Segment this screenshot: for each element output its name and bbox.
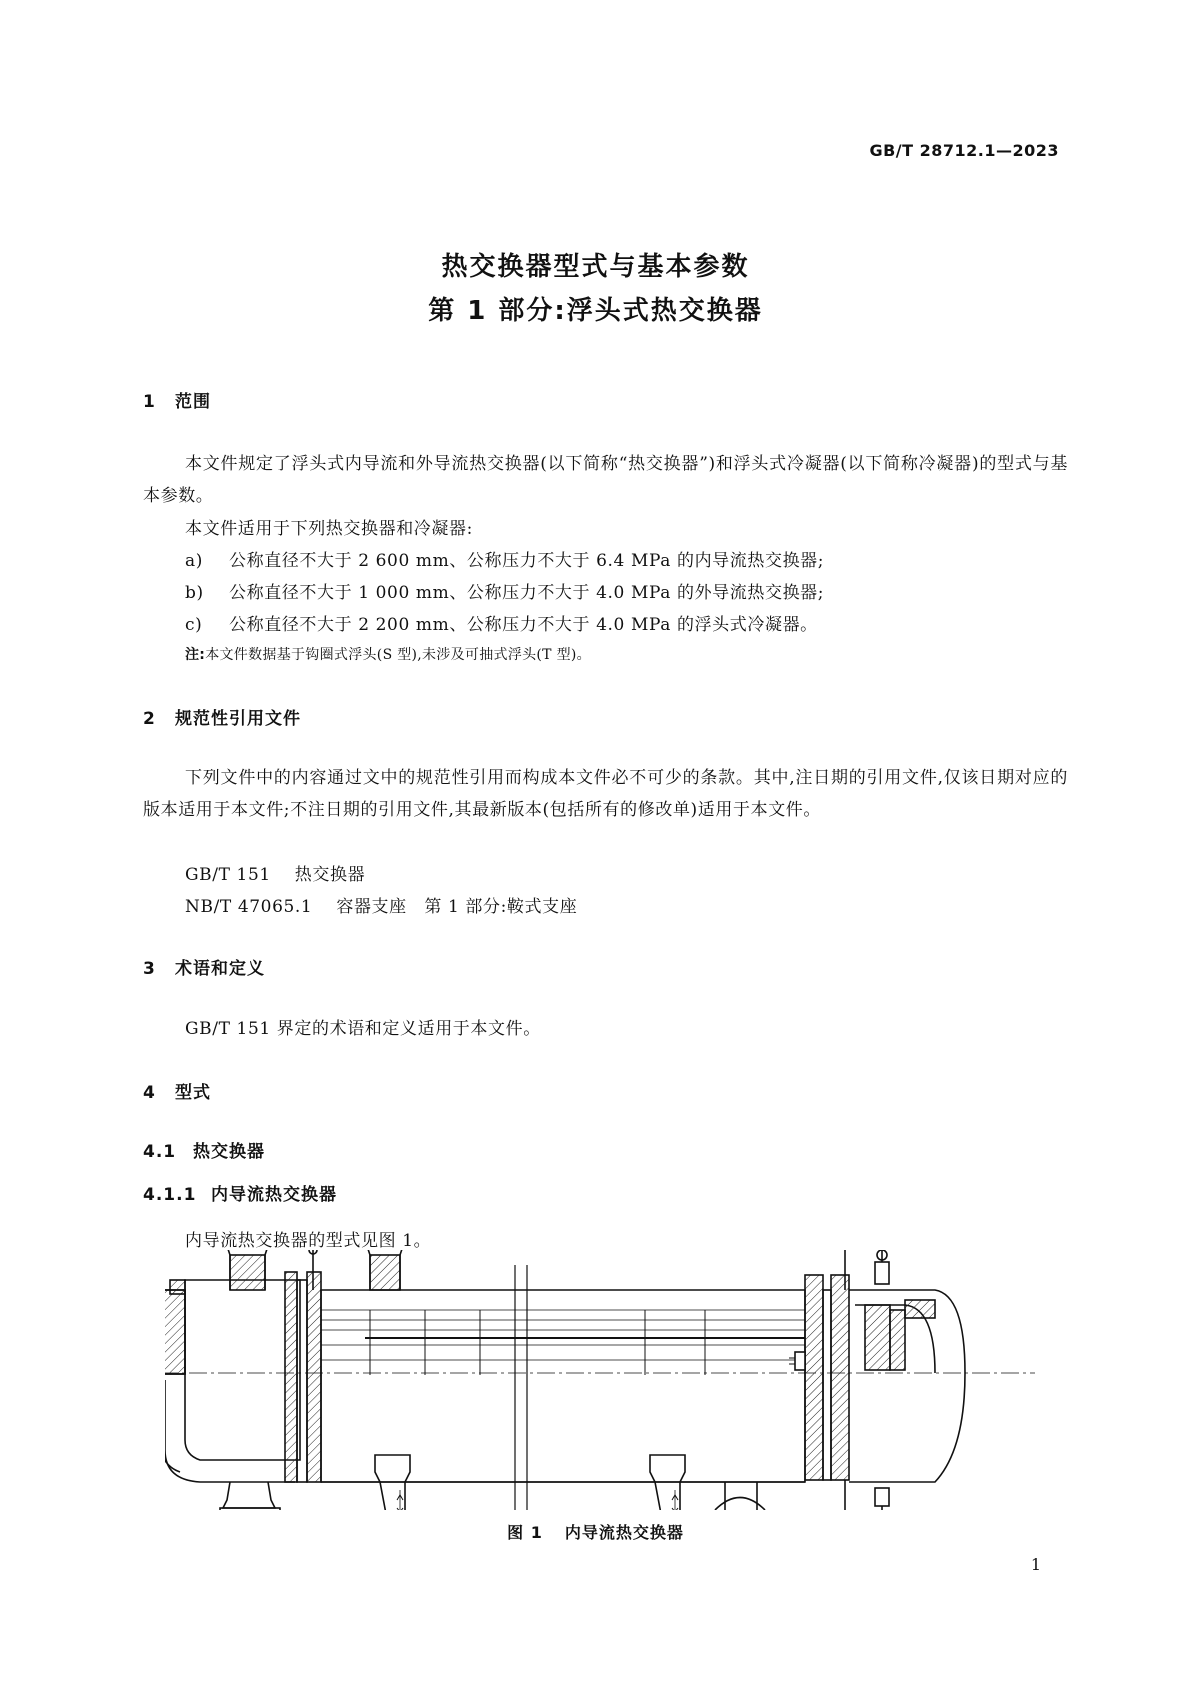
section-number: 4.1.1 xyxy=(143,1185,197,1205)
subsection-4-1-heading xyxy=(143,1137,265,1162)
section-title: 型式 xyxy=(175,1083,211,1103)
reference-item-2 xyxy=(185,892,577,917)
scope-note xyxy=(185,644,591,664)
scope-list-item-b xyxy=(185,578,824,603)
list-item-text: 公称直径不大于 2 200 mm、公称压力不大于 4.0 MPa 的浮头式冷凝器。 xyxy=(229,615,818,635)
section-number: 3 xyxy=(143,959,156,979)
section-3-heading xyxy=(143,954,265,979)
page-number: 1 xyxy=(1030,1555,1041,1574)
figure-title: 内导流热交换器 xyxy=(564,1523,684,1542)
section-number: 4 xyxy=(143,1083,156,1103)
scope-paragraph-2: 本文件适用于下列热交换器和冷凝器: xyxy=(185,519,473,539)
scope-list-item-c xyxy=(185,610,818,635)
section-2-heading xyxy=(143,704,301,729)
terms-paragraph: GB/T 151 界定的术语和定义适用于本文件。 xyxy=(185,1019,541,1039)
list-item-text: 公称直径不大于 1 000 mm、公称压力不大于 4.0 MPa 的外导流热交换器; xyxy=(229,583,825,603)
reference-item-1 xyxy=(185,860,365,885)
scope-list-item-a xyxy=(185,546,824,571)
section-number: 1 xyxy=(143,392,156,412)
reference-title: 热交换器 xyxy=(294,865,366,885)
figure-reference-paragraph: 内导流热交换器的型式见图 1。 xyxy=(185,1231,432,1251)
subsection-4-1-1-heading xyxy=(143,1180,337,1205)
figure-label: 图 1 xyxy=(507,1523,543,1542)
references-paragraph: 下列文件中的内容通过文中的规范性引用而构成本文件必不可少的条款。其中,注日期的引用文件,仅该日期对应的版本适用于本文件;不注日期的引用文件,其最新版本(包括所有的修改单)适用于本文件。 xyxy=(143,768,1068,820)
document-title-line1: 热交换器型式与基本参数 xyxy=(441,252,750,282)
section-title: 术语和定义 xyxy=(175,959,265,979)
list-item-label: c) xyxy=(185,615,203,635)
reference-code: NB/T 47065.1 xyxy=(185,897,313,917)
section-title: 内导流热交换器 xyxy=(211,1185,337,1205)
section-number: 4.1 xyxy=(143,1142,177,1162)
standard-code: GB/T 28712.1—2023 xyxy=(869,141,1059,160)
section-title: 范围 xyxy=(175,392,211,412)
figure-caption xyxy=(0,1520,1191,1543)
list-item-text: 公称直径不大于 2 600 mm、公称压力不大于 6.4 MPa 的内导流热交换器; xyxy=(229,551,825,571)
list-item-label: a) xyxy=(185,551,203,571)
document-title-line2: 第 1 部分:浮头式热交换器 xyxy=(428,296,763,326)
heat-exchanger-drawing xyxy=(165,1250,1035,1510)
list-item-label: b) xyxy=(185,583,204,603)
note-label: 注: xyxy=(185,647,206,663)
scope-paragraph-1: 本文件规定了浮头式内导流和外导流热交换器(以下简称“热交换器”)和浮头式冷凝器(以下简称冷凝器)的型式与基本参数。 xyxy=(143,454,1068,506)
note-text: 本文件数据基于钩圈式浮头(S 型),未涉及可抽式浮头(T 型)。 xyxy=(205,647,591,663)
section-number: 2 xyxy=(143,709,156,729)
section-title: 规范性引用文件 xyxy=(175,709,301,729)
section-title: 热交换器 xyxy=(193,1142,265,1162)
reference-title: 容器支座 第 1 部分:鞍式支座 xyxy=(336,897,578,917)
reference-code: GB/T 151 xyxy=(185,865,271,885)
section-4-heading xyxy=(143,1078,211,1103)
section-1-heading xyxy=(143,387,211,412)
